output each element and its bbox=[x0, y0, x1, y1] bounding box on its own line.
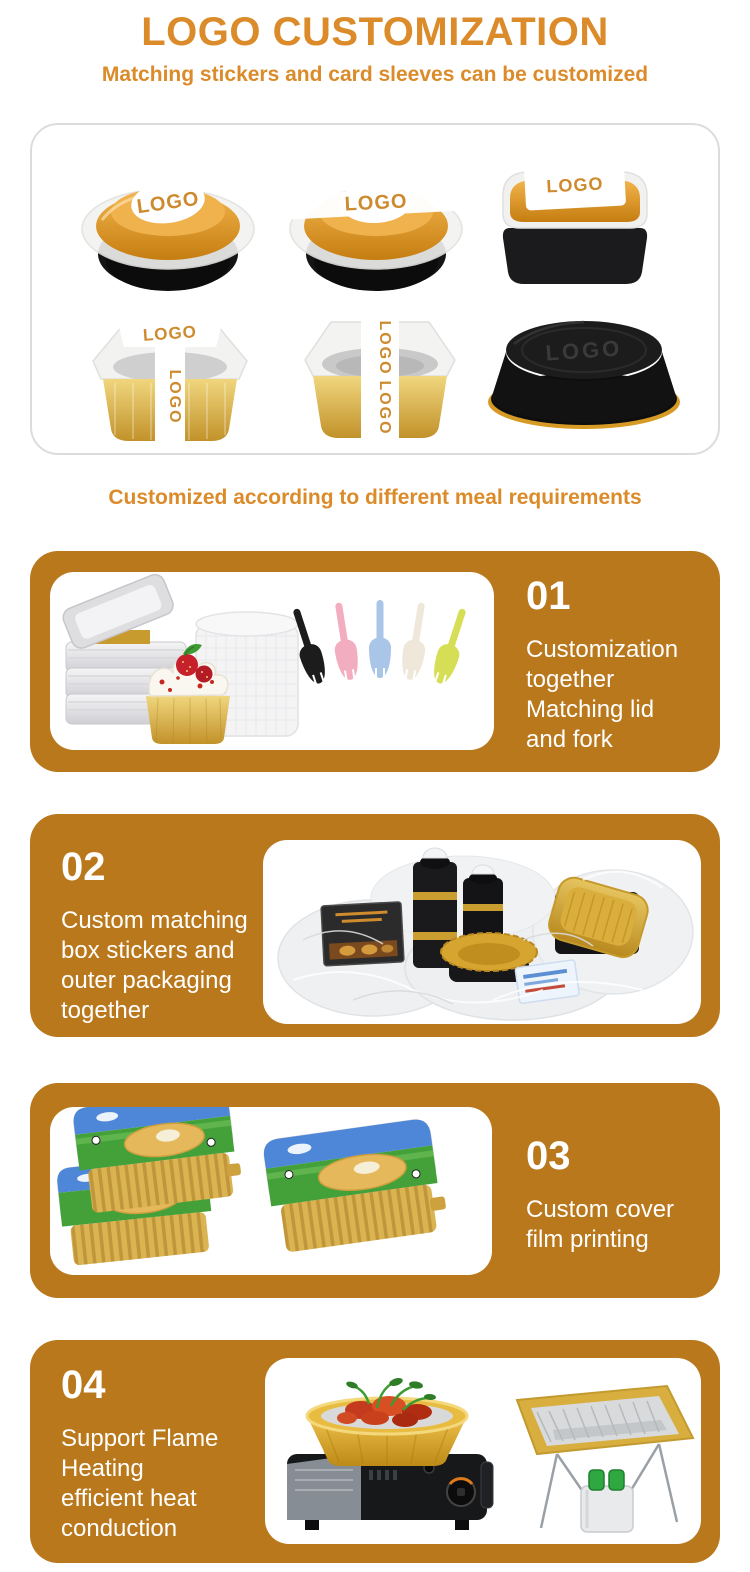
product-black-bowl-embossed bbox=[470, 292, 698, 442]
page-title: LOGO CUSTOMIZATION bbox=[141, 10, 609, 54]
card-04-image-panel bbox=[265, 1358, 701, 1544]
logo-text-vertical: LOGO bbox=[376, 320, 393, 376]
card-02-image-panel bbox=[263, 840, 701, 1024]
card-description: Support Flame Heating efficient heat conduction bbox=[61, 1425, 219, 1542]
page-subtitle: Matching stickers and card sleeves can be customized bbox=[101, 63, 649, 86]
feature-card-02 bbox=[30, 814, 720, 1037]
sporks bbox=[285, 600, 473, 687]
logo-text: LOGO bbox=[135, 187, 201, 219]
product-square-cup-vertical-band bbox=[277, 292, 482, 452]
section-heading: Customized according to different meal requirements bbox=[108, 486, 642, 509]
card-04-photo-flame-heating bbox=[265, 1358, 701, 1544]
logo-text: LOGO bbox=[344, 190, 409, 216]
product-round-container-sticker bbox=[62, 150, 274, 300]
card-01-image-panel bbox=[50, 572, 494, 750]
logo-text-vertical: LOGO bbox=[376, 380, 393, 436]
card-03-photo-printed-tins bbox=[50, 1107, 492, 1275]
card-number: 01 bbox=[526, 574, 571, 618]
card-description: Customization together Matching lid and fork bbox=[526, 636, 679, 753]
logo-text-embossed: LOGO bbox=[544, 335, 624, 366]
card-number: 03 bbox=[526, 1134, 571, 1178]
logo-text-vertical: LOGO bbox=[166, 369, 183, 425]
product-round-container-band bbox=[270, 150, 482, 300]
card-03-image-panel bbox=[50, 1107, 492, 1275]
logo-product-showcase-box bbox=[30, 123, 720, 455]
card-number: 04 bbox=[61, 1363, 106, 1407]
product-square-cup-t-sleeve bbox=[67, 297, 272, 453]
card-01-photo-lids-and-forks bbox=[50, 572, 494, 750]
card-02-photo-wrapped-containers bbox=[263, 840, 701, 1024]
card-description: Custom cover film printing bbox=[526, 1196, 675, 1253]
card-description: Custom matching box stickers and outer packaging together bbox=[61, 907, 248, 1024]
feature-card-03 bbox=[30, 1083, 720, 1298]
feature-card-01 bbox=[30, 551, 720, 772]
card-number: 02 bbox=[61, 845, 106, 889]
logo-text: LOGO bbox=[545, 173, 604, 197]
logo-text: LOGO bbox=[142, 322, 198, 345]
feature-card-04 bbox=[30, 1340, 720, 1563]
product-rect-container-card bbox=[470, 140, 680, 302]
